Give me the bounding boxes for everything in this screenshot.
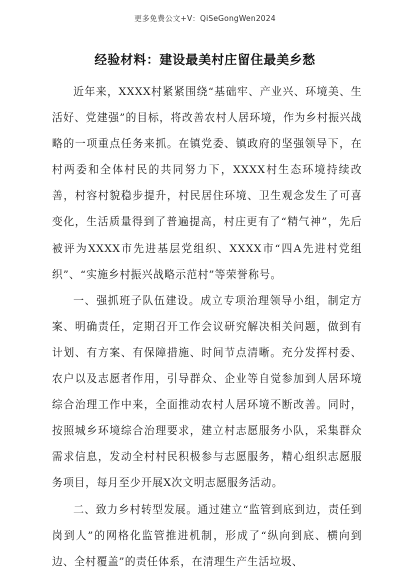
paragraph-section-1: 一、强抓班子队伍建设。成立专项治理领导小组，制定方案、明确责任，定期召开工作会议研究解决相关问题，做到有计划、有方案、有保障措施、时间节点清晰。充分发挥村委、农户以及志愿者作用，引导群众、企业等自觉参加到人居环境综合治理工作中来，全面推动农村人居环境不断改善。同时，按照城乡环境综合治理要求，建立村志愿服务小队，采集群众需求信息，发动全村村民积极参与志愿服务，精心组织志愿服务项目，每月至少开展X次文明志愿服务活动。: [52, 294, 362, 490]
header-note: 更多免费公文+V：QiSeGongWen2024: [134, 14, 276, 23]
paragraph-section-2: 二、致力乡村转型发展。通过建立“监管到底到边，责任到岗到人”的网格化监管推进机制，形成了“纵向到底、横向到边、全村覆盖”的责任体系，在清理生产生活垃圾、: [52, 503, 362, 568]
document-body: [52, 79, 362, 575]
document-title: 经验材料：建设最美村庄留住最美乡愁: [94, 52, 316, 67]
paragraph-intro: 近年来，XXXX村紧紧围绕“基础牢、产业兴、环境美、生活好、党建强”的目标，将改善农村人居环境，作为乡村振兴战略的一项重点任务来抓。在镇党委、镇政府的坚强领导下，在村两委和全体村民的共同努力下，XXXX村生态环境持续改善，村容村貌稳步提升，村民居住环境、卫生观念发生了可喜变化，生活质量得到了普遍提高，村庄更有了“精气神”，先后被评为XXXX市先进基层党组织、XXXX市“四A先进村党组织”、“实施乡村振兴战略示范村”等荣誉称号。: [52, 86, 362, 281]
